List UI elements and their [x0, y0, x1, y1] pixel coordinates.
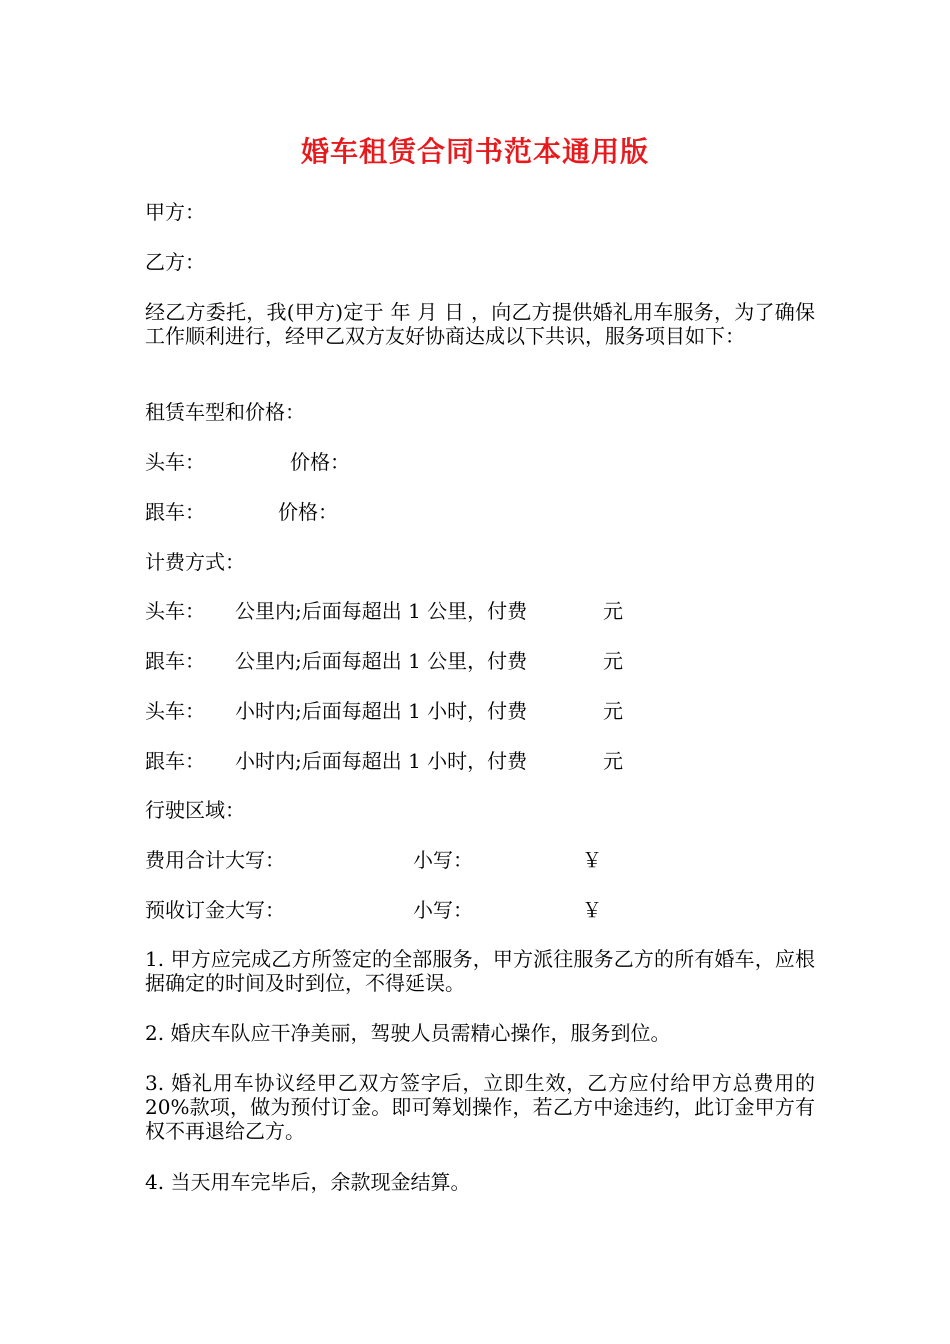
billing-row [145, 599, 845, 623]
billing-row [145, 749, 845, 773]
follow-car-label: 跟车： [145, 500, 205, 524]
billing-text: 小时内;后面每超出 1 小时，付费 [235, 699, 528, 723]
total-currency: ￥ [582, 848, 602, 872]
deposit-row [145, 898, 845, 922]
lead-car-label: 头车： [145, 450, 205, 474]
deposit-small-label: 小写： [413, 898, 473, 922]
billing-car-label: 跟车： [145, 749, 205, 773]
billing-text: 公里内;后面每超出 1 公里，付费 [235, 649, 528, 673]
billing-unit: 元 [603, 699, 623, 723]
billing-car-label: 跟车： [145, 649, 205, 673]
total-row [145, 848, 845, 872]
lead-car-price-label: 价格： [290, 450, 350, 474]
total-small-label: 小写： [413, 848, 473, 872]
total-label: 费用合计大写： [145, 848, 285, 872]
billing-unit: 元 [603, 649, 623, 673]
party-b-label: 乙方： [145, 250, 205, 274]
billing-row [145, 699, 845, 723]
clause-1: 1. 甲方应完成乙方所签定的全部服务，甲方派往服务乙方的所有婚车，应根据确定的时间及时到位，不得延误。 [145, 947, 815, 995]
intro-paragraph: 经乙方委托，我(甲方)定于 年 月 日 ，向乙方提供婚礼用车服务，为了确保工作顺利进行，经甲乙双方友好协商达成以下共识，服务项目如下： [145, 300, 815, 348]
deposit-label: 预收订金大写： [145, 898, 285, 922]
clause-2: 2. 婚庆车队应干净美丽，驾驶人员需精心操作，服务到位。 [145, 1021, 671, 1045]
car-types-heading: 租赁车型和价格： [145, 400, 305, 424]
billing-unit: 元 [603, 749, 623, 773]
billing-row [145, 649, 845, 673]
party-a-label: 甲方： [145, 200, 205, 224]
billing-unit: 元 [603, 599, 623, 623]
follow-car-row [145, 500, 845, 524]
area-heading: 行驶区域： [145, 798, 245, 822]
document-title: 婚车租赁合同书范本通用版 [300, 135, 649, 168]
clause-3: 3. 婚礼用车协议经甲乙双方签字后，立即生效，乙方应付给甲方总费用的 20%款项，做为预付订金。即可筹划操作，若乙方中途违约，此订金甲方有权不再退给乙方。 [145, 1071, 815, 1143]
billing-text: 小时内;后面每超出 1 小时，付费 [235, 749, 528, 773]
billing-text: 公里内;后面每超出 1 公里，付费 [235, 599, 528, 623]
follow-car-price-label: 价格： [278, 500, 338, 524]
billing-heading: 计费方式： [145, 550, 245, 574]
clause-4: 4. 当天用车完毕后，余款现金结算。 [145, 1170, 471, 1194]
billing-car-label: 头车： [145, 699, 205, 723]
billing-car-label: 头车： [145, 599, 205, 623]
lead-car-row [145, 450, 845, 474]
deposit-currency: ￥ [582, 898, 602, 922]
